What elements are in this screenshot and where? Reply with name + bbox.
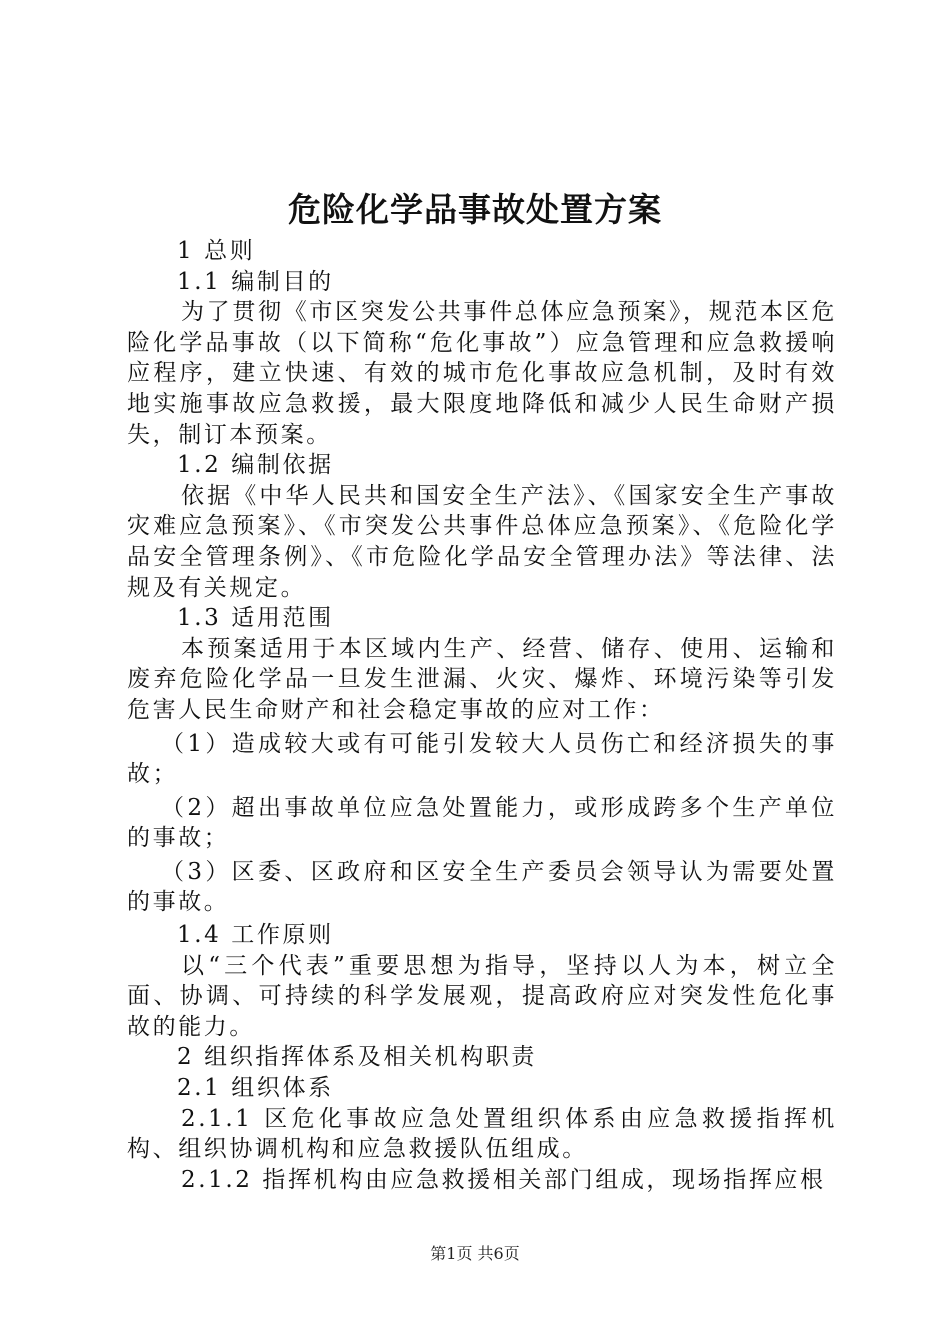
list-item-scope-2: （2）超出事故单位应急处置能力，或形成跨多个生产单位的事故； — [127, 794, 837, 852]
section-heading-1: 1 总则 — [177, 238, 256, 264]
document-body — [127, 236, 837, 1195]
paragraph-2-1-2: 2.1.2 指挥机构由应急救援相关部门组成，现场指挥应根 — [181, 1166, 826, 1193]
paragraph-2-1-1: 2.1.1 区危化事故应急处置组织体系由应急救援指挥机构、组织协调机构和应急救援队伍组成。 — [127, 1105, 837, 1163]
section-heading-1-3: 1.3 适用范围 — [177, 605, 334, 632]
page-number-footer: 第1页 共6页 — [430, 1244, 520, 1263]
document-title: 危险化学品事故处置方案 — [288, 190, 662, 229]
list-item-scope-3: （3）区委、区政府和区安全生产委员会领导认为需要处置的事故。 — [127, 858, 837, 916]
paragraph-principles: 以“三个代表”重要思想为指导，坚持以人为本，树立全面、协调、可持续的科学发展观，提高政府应对突发性危化事故的能力。 — [127, 952, 837, 1040]
section-heading-2-1: 2.1 组织体系 — [177, 1075, 334, 1102]
section-heading-1-1: 1.1 编制目的 — [177, 268, 334, 295]
section-heading-1-2: 1.2 编制依据 — [177, 452, 334, 479]
section-heading-2: 2 组织指挥体系及相关机构职责 — [177, 1044, 537, 1071]
paragraph-basis: 依据《中华人民共和国安全生产法》、《国家安全生产事故灾难应急预案》、《市突发公共事件总体应急预案》、《危险化学品安全管理条例》、《市危险化学品安全管理办法》等法律、法规及有关规定。 — [127, 482, 837, 601]
list-item-scope-1: （1）造成较大或有可能引发较大人员伤亡和经济损失的事故； — [127, 730, 837, 788]
paragraph-scope: 本预案适用于本区域内生产、经营、储存、使用、运输和废弃危险化学品一旦发生泄漏、火灾、爆炸、环境污染等引发危害人民生命财产和社会稳定事故的应对工作： — [127, 635, 837, 723]
paragraph-purpose: 为了贯彻《市区突发公共事件总体应急预案》，规范本区危险化学品事故（以下简称“危化事故”）应急管理和应急救援响应程序，建立快速、有效的城市危化事故应急机制，及时有效地实施事故应急救援，最大限度地降低和减少人民生命财产损失，制订本预案。 — [127, 299, 837, 448]
section-heading-1-4: 1.4 工作原则 — [177, 922, 334, 949]
